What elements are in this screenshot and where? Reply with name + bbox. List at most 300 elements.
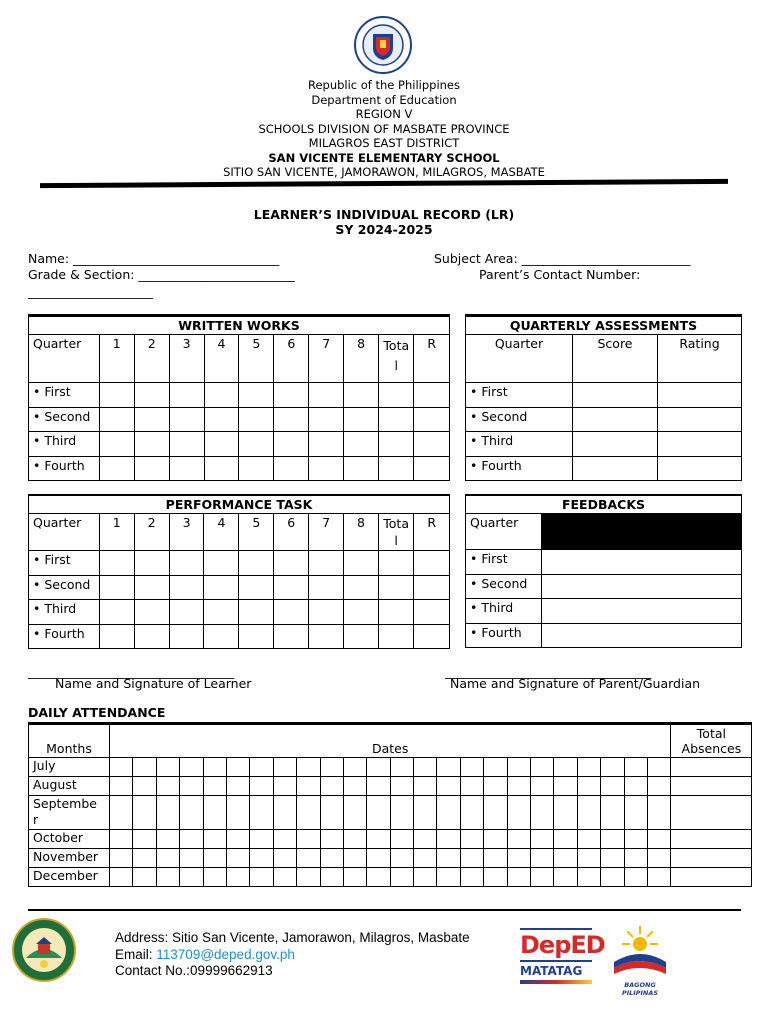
attendance-date-cell[interactable] bbox=[414, 849, 437, 868]
attendance-date-cell[interactable] bbox=[367, 830, 390, 849]
attendance-date-cell[interactable] bbox=[156, 758, 179, 777]
fb-cell[interactable] bbox=[542, 574, 742, 599]
pt-cell[interactable] bbox=[344, 575, 379, 600]
footer-email-label: Email: bbox=[115, 947, 153, 962]
attendance-date-cell[interactable] bbox=[507, 758, 530, 777]
attendance-date-cell[interactable] bbox=[624, 868, 647, 887]
attendance-total-cell[interactable] bbox=[671, 849, 752, 868]
attendance-date-cell[interactable] bbox=[203, 777, 226, 796]
ww-header-4: 4 bbox=[204, 335, 239, 383]
ww-cell[interactable] bbox=[414, 456, 450, 481]
attendance-date-cell[interactable] bbox=[180, 830, 203, 849]
attendance-date-cell[interactable] bbox=[531, 777, 554, 796]
attendance-date-cell[interactable] bbox=[156, 868, 179, 887]
attendance-total-cell[interactable] bbox=[671, 777, 752, 796]
attendance-date-cell[interactable] bbox=[390, 777, 413, 796]
attendance-date-cell[interactable] bbox=[297, 796, 320, 830]
attendance-date-cell[interactable] bbox=[320, 830, 343, 849]
attendance-header-dates: Dates bbox=[110, 724, 671, 758]
attendance-date-cell[interactable] bbox=[180, 758, 203, 777]
attendance-date-cell[interactable] bbox=[484, 758, 507, 777]
attendance-date-cell[interactable] bbox=[133, 868, 156, 887]
pt-cell[interactable] bbox=[274, 600, 309, 625]
attendance-date-cell[interactable] bbox=[133, 777, 156, 796]
attendance-date-cell[interactable] bbox=[180, 796, 203, 830]
attendance-date-cell[interactable] bbox=[156, 830, 179, 849]
attendance-date-cell[interactable] bbox=[110, 777, 133, 796]
ww-cell[interactable] bbox=[134, 383, 169, 408]
attendance-date-cell[interactable] bbox=[250, 777, 273, 796]
pt-cell[interactable] bbox=[414, 551, 450, 576]
attendance-date-cell[interactable] bbox=[507, 796, 530, 830]
qa-row-first: • First bbox=[466, 383, 573, 408]
ww-cell[interactable] bbox=[274, 432, 309, 457]
ww-cell[interactable] bbox=[344, 456, 379, 481]
ww-cell[interactable] bbox=[99, 407, 134, 432]
attendance-date-cell[interactable] bbox=[577, 830, 600, 849]
ww-cell[interactable] bbox=[204, 407, 239, 432]
pt-cell[interactable] bbox=[204, 551, 239, 576]
ww-header-quarter: Quarter bbox=[29, 335, 100, 383]
ww-cell[interactable] bbox=[309, 383, 344, 408]
ww-cell[interactable] bbox=[134, 432, 169, 457]
pt-cell[interactable] bbox=[378, 624, 413, 649]
matatag-stripe bbox=[520, 980, 592, 984]
pt-cell[interactable] bbox=[309, 575, 344, 600]
attendance-date-cell[interactable] bbox=[343, 849, 366, 868]
attendance-date-cell[interactable] bbox=[414, 796, 437, 830]
ww-cell[interactable] bbox=[169, 407, 204, 432]
attendance-date-cell[interactable] bbox=[531, 849, 554, 868]
attendance-date-cell[interactable] bbox=[250, 868, 273, 887]
attendance-date-cell[interactable] bbox=[601, 796, 624, 830]
pt-header-8: 8 bbox=[344, 514, 379, 551]
attendance-date-cell[interactable] bbox=[624, 830, 647, 849]
pt-cell[interactable] bbox=[274, 624, 309, 649]
pt-cell[interactable] bbox=[378, 600, 413, 625]
deped-matatag-logo bbox=[520, 928, 605, 990]
ww-cell[interactable] bbox=[239, 407, 274, 432]
pt-header-total: Tota l bbox=[378, 514, 413, 551]
qa-row-second: • Second bbox=[466, 407, 573, 432]
name-field[interactable]: Name: _________________________________ bbox=[28, 251, 280, 266]
attendance-date-cell[interactable] bbox=[437, 758, 460, 777]
attendance-total-cell[interactable] bbox=[671, 758, 752, 777]
qa-cell[interactable] bbox=[573, 407, 658, 432]
attendance-date-cell[interactable] bbox=[343, 777, 366, 796]
fb-header-quarter: Quarter bbox=[466, 514, 542, 550]
attendance-date-cell[interactable] bbox=[320, 868, 343, 887]
pt-cell[interactable] bbox=[239, 624, 274, 649]
attendance-date-cell[interactable] bbox=[484, 777, 507, 796]
ww-cell[interactable] bbox=[344, 407, 379, 432]
ww-cell[interactable] bbox=[414, 432, 450, 457]
ww-header-total: Tota l bbox=[379, 335, 414, 383]
attendance-date-cell[interactable] bbox=[390, 830, 413, 849]
attendance-date-cell[interactable] bbox=[367, 758, 390, 777]
attendance-date-cell[interactable] bbox=[320, 758, 343, 777]
pt-cell[interactable] bbox=[378, 575, 413, 600]
attendance-date-cell[interactable] bbox=[203, 758, 226, 777]
qa-header-quarter: Quarter bbox=[466, 335, 573, 383]
qa-cell[interactable] bbox=[658, 383, 742, 408]
grade-section-field[interactable]: Grade & Section: _________________________ bbox=[28, 267, 295, 282]
attendance-date-cell[interactable] bbox=[343, 868, 366, 887]
ww-cell[interactable] bbox=[169, 456, 204, 481]
attendance-date-cell[interactable] bbox=[437, 777, 460, 796]
ww-cell[interactable] bbox=[239, 456, 274, 481]
attendance-date-cell[interactable] bbox=[273, 849, 296, 868]
attendance-date-cell[interactable] bbox=[554, 849, 577, 868]
pt-cell[interactable] bbox=[378, 551, 413, 576]
ww-cell[interactable] bbox=[344, 432, 379, 457]
attendance-date-cell[interactable] bbox=[273, 796, 296, 830]
attendance-date-cell[interactable] bbox=[320, 849, 343, 868]
attendance-date-cell[interactable] bbox=[390, 868, 413, 887]
pt-header-3: 3 bbox=[169, 514, 204, 551]
ww-cell[interactable] bbox=[414, 383, 450, 408]
attendance-date-cell[interactable] bbox=[133, 830, 156, 849]
pt-cell[interactable] bbox=[204, 575, 239, 600]
attendance-date-cell[interactable] bbox=[367, 796, 390, 830]
fb-cell[interactable] bbox=[542, 623, 742, 648]
attendance-date-cell[interactable] bbox=[367, 777, 390, 796]
footer-contact-label: Contact No.: bbox=[115, 963, 191, 978]
ww-cell[interactable] bbox=[309, 407, 344, 432]
ww-cell[interactable] bbox=[274, 383, 309, 408]
attendance-date-cell[interactable] bbox=[531, 796, 554, 830]
attendance-date-cell[interactable] bbox=[460, 849, 483, 868]
attendance-date-cell[interactable] bbox=[647, 758, 670, 777]
ww-cell[interactable] bbox=[99, 432, 134, 457]
pt-cell[interactable] bbox=[204, 600, 239, 625]
attendance-date-cell[interactable] bbox=[624, 849, 647, 868]
attendance-date-cell[interactable] bbox=[601, 868, 624, 887]
attendance-date-cell[interactable] bbox=[484, 849, 507, 868]
pt-cell[interactable] bbox=[239, 551, 274, 576]
header-divider bbox=[40, 179, 728, 188]
attendance-date-cell[interactable] bbox=[531, 830, 554, 849]
attendance-date-cell[interactable] bbox=[203, 849, 226, 868]
pt-header-2: 2 bbox=[134, 514, 169, 551]
attendance-total-cell[interactable] bbox=[671, 868, 752, 887]
written-works-table bbox=[28, 314, 450, 481]
pt-cell[interactable] bbox=[414, 575, 450, 600]
pt-header-7: 7 bbox=[309, 514, 344, 551]
ww-cell[interactable] bbox=[99, 456, 134, 481]
pt-cell[interactable] bbox=[99, 600, 134, 625]
pt-cell[interactable] bbox=[309, 551, 344, 576]
attendance-date-cell[interactable] bbox=[414, 830, 437, 849]
pt-cell[interactable] bbox=[134, 551, 169, 576]
parent-contact-field[interactable]: Parent’s Contact Number: bbox=[479, 267, 641, 282]
attendance-date-cell[interactable] bbox=[414, 777, 437, 796]
attendance-date-cell[interactable] bbox=[297, 758, 320, 777]
attendance-date-cell[interactable] bbox=[297, 849, 320, 868]
attendance-date-cell[interactable] bbox=[250, 758, 273, 777]
attendance-date-cell[interactable] bbox=[273, 777, 296, 796]
qa-header-rating: Rating bbox=[658, 335, 742, 383]
school-logo bbox=[12, 918, 76, 982]
attendance-total-cell[interactable] bbox=[671, 796, 752, 830]
attendance-date-cell[interactable] bbox=[507, 777, 530, 796]
footer-address bbox=[115, 929, 470, 946]
pt-cell[interactable] bbox=[274, 575, 309, 600]
pt-cell[interactable] bbox=[414, 624, 450, 649]
pt-cell[interactable] bbox=[169, 551, 204, 576]
ww-cell[interactable] bbox=[379, 383, 414, 408]
attendance-date-cell[interactable] bbox=[343, 796, 366, 830]
attendance-date-cell[interactable] bbox=[647, 849, 670, 868]
ww-cell[interactable] bbox=[99, 383, 134, 408]
pt-cell[interactable] bbox=[344, 600, 379, 625]
attendance-date-cell[interactable] bbox=[414, 758, 437, 777]
attendance-date-cell[interactable] bbox=[460, 868, 483, 887]
subject-area-field[interactable]: Subject Area: ___________________________ bbox=[434, 251, 691, 266]
attendance-date-cell[interactable] bbox=[437, 868, 460, 887]
attendance-date-cell[interactable] bbox=[460, 758, 483, 777]
bagong-pilipinas-icon bbox=[608, 922, 672, 978]
ww-cell[interactable] bbox=[309, 456, 344, 481]
attendance-date-cell[interactable] bbox=[390, 796, 413, 830]
attendance-date-cell[interactable] bbox=[226, 830, 249, 849]
fb-cell[interactable] bbox=[542, 550, 742, 575]
attendance-date-cell[interactable] bbox=[554, 777, 577, 796]
attendance-date-cell[interactable] bbox=[577, 758, 600, 777]
pt-cell[interactable] bbox=[309, 600, 344, 625]
pt-cell[interactable] bbox=[99, 575, 134, 600]
pt-header-1: 1 bbox=[99, 514, 134, 551]
fb-cell[interactable] bbox=[542, 599, 742, 624]
attendance-date-cell[interactable] bbox=[414, 868, 437, 887]
ww-header-3: 3 bbox=[169, 335, 204, 383]
ww-header-1: 1 bbox=[99, 335, 134, 383]
ww-cell[interactable] bbox=[414, 407, 450, 432]
attendance-date-cell[interactable] bbox=[460, 796, 483, 830]
ww-cell[interactable] bbox=[204, 456, 239, 481]
attendance-date-cell[interactable] bbox=[110, 830, 133, 849]
attendance-date-cell[interactable] bbox=[180, 849, 203, 868]
header-school: SAN VICENTE ELEMENTARY SCHOOL bbox=[268, 150, 500, 165]
bagong-pilipinas-text: BAGONG PILIPINAS bbox=[621, 981, 659, 997]
attendance-date-cell[interactable] bbox=[226, 777, 249, 796]
ww-row-third: • Third bbox=[29, 432, 100, 457]
parent-signature-line[interactable]: _________________________________ bbox=[445, 664, 652, 679]
attendance-date-cell[interactable] bbox=[647, 777, 670, 796]
attendance-date-cell[interactable] bbox=[156, 777, 179, 796]
attendance-date-cell[interactable] bbox=[531, 758, 554, 777]
ww-cell[interactable] bbox=[274, 456, 309, 481]
pt-row-third: • Third bbox=[29, 600, 100, 625]
ww-cell[interactable] bbox=[204, 383, 239, 408]
ww-header-2: 2 bbox=[134, 335, 169, 383]
attendance-date-cell[interactable] bbox=[601, 758, 624, 777]
attendance-date-cell[interactable] bbox=[203, 796, 226, 830]
attendance-date-cell[interactable] bbox=[624, 796, 647, 830]
attendance-date-cell[interactable] bbox=[133, 758, 156, 777]
pt-cell[interactable] bbox=[99, 624, 134, 649]
attendance-month: July bbox=[29, 758, 110, 777]
ww-cell[interactable] bbox=[379, 456, 414, 481]
ww-cell[interactable] bbox=[274, 407, 309, 432]
attendance-total-cell[interactable] bbox=[671, 830, 752, 849]
deped-seal bbox=[354, 16, 412, 74]
attendance-date-cell[interactable] bbox=[577, 796, 600, 830]
attendance-date-cell[interactable] bbox=[343, 758, 366, 777]
attendance-date-cell[interactable] bbox=[437, 830, 460, 849]
attendance-date-cell[interactable] bbox=[460, 830, 483, 849]
qa-cell[interactable] bbox=[573, 456, 658, 481]
attendance-date-cell[interactable] bbox=[297, 830, 320, 849]
header-address: SITIO SAN VICENTE, JAMORAWON, MILAGROS, MASBATE bbox=[223, 165, 545, 179]
qa-cell[interactable] bbox=[573, 432, 658, 457]
attendance-date-cell[interactable] bbox=[367, 849, 390, 868]
attendance-date-cell[interactable] bbox=[601, 777, 624, 796]
header-region: REGION V bbox=[355, 107, 413, 121]
attendance-date-cell[interactable] bbox=[226, 849, 249, 868]
attendance-date-cell[interactable] bbox=[110, 796, 133, 830]
attendance-date-cell[interactable] bbox=[437, 796, 460, 830]
qa-cell[interactable] bbox=[573, 383, 658, 408]
attendance-date-cell[interactable] bbox=[110, 868, 133, 887]
attendance-date-cell[interactable] bbox=[554, 868, 577, 887]
attendance-date-cell[interactable] bbox=[554, 830, 577, 849]
learner-signature-label: Name and Signature of Learner bbox=[55, 676, 252, 691]
ww-cell[interactable] bbox=[134, 407, 169, 432]
attendance-date-cell[interactable] bbox=[460, 777, 483, 796]
attendance-date-cell[interactable] bbox=[273, 758, 296, 777]
attendance-date-cell[interactable] bbox=[577, 777, 600, 796]
attendance-date-cell[interactable] bbox=[320, 796, 343, 830]
ww-cell[interactable] bbox=[134, 456, 169, 481]
footer-contact-value: 09999662913 bbox=[190, 963, 273, 978]
pt-cell[interactable] bbox=[134, 575, 169, 600]
attendance-date-cell[interactable] bbox=[273, 830, 296, 849]
qa-cell[interactable] bbox=[658, 407, 742, 432]
attendance-date-cell[interactable] bbox=[554, 758, 577, 777]
attendance-date-cell[interactable] bbox=[226, 758, 249, 777]
attendance-date-cell[interactable] bbox=[367, 868, 390, 887]
attendance-date-cell[interactable] bbox=[484, 796, 507, 830]
attendance-date-cell[interactable] bbox=[647, 796, 670, 830]
attendance-date-cell[interactable] bbox=[133, 849, 156, 868]
attendance-row bbox=[29, 796, 752, 830]
ww-header-r: R bbox=[414, 335, 450, 383]
attendance-date-cell[interactable] bbox=[484, 868, 507, 887]
attendance-date-cell[interactable] bbox=[484, 830, 507, 849]
fb-row-third: • Third bbox=[466, 599, 542, 624]
pt-cell[interactable] bbox=[204, 624, 239, 649]
attendance-date-cell[interactable] bbox=[624, 777, 647, 796]
ww-header-8: 8 bbox=[344, 335, 379, 383]
ww-cell[interactable] bbox=[344, 383, 379, 408]
attendance-date-cell[interactable] bbox=[250, 796, 273, 830]
attendance-date-cell[interactable] bbox=[577, 849, 600, 868]
attendance-date-cell[interactable] bbox=[133, 796, 156, 830]
ww-cell[interactable] bbox=[379, 432, 414, 457]
attendance-date-cell[interactable] bbox=[601, 849, 624, 868]
pt-cell[interactable] bbox=[169, 600, 204, 625]
attendance-date-cell[interactable] bbox=[390, 758, 413, 777]
learner-signature-line[interactable]: _________________________________ bbox=[28, 664, 235, 679]
ww-cell[interactable] bbox=[169, 383, 204, 408]
fb-header-redacted bbox=[542, 514, 742, 550]
attendance-date-cell[interactable] bbox=[624, 758, 647, 777]
qa-row-fourth: • Fourth bbox=[466, 456, 573, 481]
ww-cell[interactable] bbox=[204, 432, 239, 457]
pt-cell[interactable] bbox=[344, 551, 379, 576]
attendance-date-cell[interactable] bbox=[226, 868, 249, 887]
attendance-date-cell[interactable] bbox=[343, 830, 366, 849]
performance-task-table bbox=[28, 494, 450, 649]
ww-row-first: • First bbox=[29, 383, 100, 408]
attendance-date-cell[interactable] bbox=[297, 777, 320, 796]
ww-header-5: 5 bbox=[239, 335, 274, 383]
footer-divider bbox=[28, 909, 741, 911]
attendance-date-cell[interactable] bbox=[507, 830, 530, 849]
header-district: MILAGROS EAST DISTRICT bbox=[308, 136, 460, 150]
attendance-date-cell[interactable] bbox=[156, 849, 179, 868]
pt-cell[interactable] bbox=[169, 624, 204, 649]
attendance-date-cell[interactable] bbox=[647, 830, 670, 849]
attendance-date-cell[interactable] bbox=[250, 849, 273, 868]
attendance-date-cell[interactable] bbox=[250, 830, 273, 849]
attendance-date-cell[interactable] bbox=[110, 849, 133, 868]
attendance-header-total: Total Absences bbox=[671, 724, 752, 758]
pt-cell[interactable] bbox=[239, 600, 274, 625]
attendance-date-cell[interactable] bbox=[203, 830, 226, 849]
attendance-date-cell[interactable] bbox=[554, 796, 577, 830]
attendance-date-cell[interactable] bbox=[110, 758, 133, 777]
attendance-row bbox=[29, 868, 752, 887]
attendance-date-cell[interactable] bbox=[273, 868, 296, 887]
attendance-date-cell[interactable] bbox=[507, 849, 530, 868]
attendance-date-cell[interactable] bbox=[390, 849, 413, 868]
pt-cell[interactable] bbox=[414, 600, 450, 625]
pt-cell[interactable] bbox=[239, 575, 274, 600]
attendance-row bbox=[29, 777, 752, 796]
footer-email-link[interactable]: 113709@deped.gov.ph bbox=[156, 947, 295, 962]
attendance-date-cell[interactable] bbox=[437, 849, 460, 868]
ww-cell[interactable] bbox=[169, 432, 204, 457]
ww-cell[interactable] bbox=[309, 432, 344, 457]
pt-cell[interactable] bbox=[274, 551, 309, 576]
pt-cell[interactable] bbox=[99, 551, 134, 576]
pt-cell[interactable] bbox=[134, 624, 169, 649]
pt-cell[interactable] bbox=[169, 575, 204, 600]
qa-cell[interactable] bbox=[658, 456, 742, 481]
attendance-date-cell[interactable] bbox=[320, 777, 343, 796]
attendance-date-cell[interactable] bbox=[577, 868, 600, 887]
ww-cell[interactable] bbox=[239, 383, 274, 408]
attendance-date-cell[interactable] bbox=[531, 868, 554, 887]
pt-cell[interactable] bbox=[134, 600, 169, 625]
attendance-date-cell[interactable] bbox=[180, 777, 203, 796]
pt-cell[interactable] bbox=[309, 624, 344, 649]
ww-cell[interactable] bbox=[239, 432, 274, 457]
attendance-date-cell[interactable] bbox=[297, 868, 320, 887]
attendance-date-cell[interactable] bbox=[507, 868, 530, 887]
attendance-date-cell[interactable] bbox=[647, 868, 670, 887]
ww-cell[interactable] bbox=[379, 407, 414, 432]
pt-cell[interactable] bbox=[344, 624, 379, 649]
attendance-date-cell[interactable] bbox=[203, 868, 226, 887]
attendance-date-cell[interactable] bbox=[601, 830, 624, 849]
attendance-date-cell[interactable] bbox=[226, 796, 249, 830]
attendance-date-cell[interactable] bbox=[156, 796, 179, 830]
qa-cell[interactable] bbox=[658, 432, 742, 457]
attendance-date-cell[interactable] bbox=[180, 868, 203, 887]
